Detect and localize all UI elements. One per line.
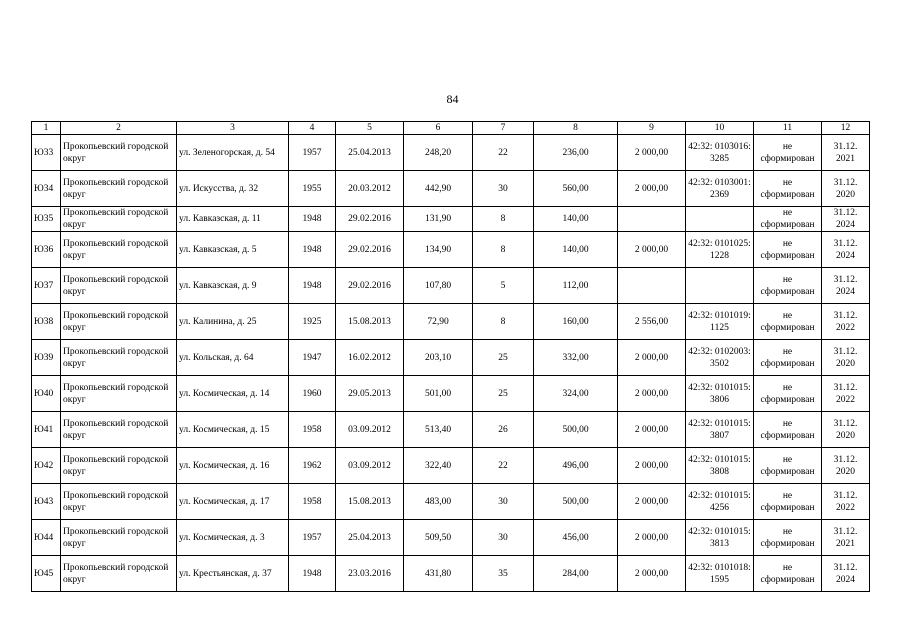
locality-cell: Прокопьевский городской округ bbox=[61, 135, 177, 171]
table-row bbox=[32, 484, 870, 520]
cadastral-cell: 42:32: 0103016: 3285 bbox=[686, 135, 754, 171]
deadline-cell: 31.12. 2020 bbox=[822, 171, 870, 207]
area-cell: 442,90 bbox=[404, 171, 473, 207]
cadastral-cell: 42:32: 0101015: 3813 bbox=[686, 520, 754, 556]
cost-cell: 2 000,00 bbox=[618, 376, 686, 412]
residents-cell: 25 bbox=[473, 340, 534, 376]
year-cell: 1955 bbox=[289, 171, 336, 207]
date-cell: 16.02.2012 bbox=[336, 340, 404, 376]
column-number: 2 bbox=[61, 122, 177, 135]
address-cell: ул. Космическая, д. 16 bbox=[177, 448, 289, 484]
year-cell: 1947 bbox=[289, 340, 336, 376]
cost-cell: 2 000,00 bbox=[618, 232, 686, 268]
area2-cell: 500,00 bbox=[534, 484, 618, 520]
deadline-cell: 31.12. 2024 bbox=[822, 207, 870, 232]
plot-status-cell: не сформирован bbox=[754, 412, 822, 448]
row-id-cell: Ю39 bbox=[32, 340, 61, 376]
plot-status-cell: не сформирован bbox=[754, 340, 822, 376]
area-cell: 509,50 bbox=[404, 520, 473, 556]
table-row bbox=[32, 268, 870, 304]
residents-cell: 25 bbox=[473, 376, 534, 412]
plot-status-cell: не сформирован bbox=[754, 556, 822, 592]
cadastral-cell: 42:32: 0101015: 4256 bbox=[686, 484, 754, 520]
area-cell: 107,80 bbox=[404, 268, 473, 304]
year-cell: 1948 bbox=[289, 556, 336, 592]
date-cell: 15.08.2013 bbox=[336, 304, 404, 340]
residents-cell: 8 bbox=[473, 232, 534, 268]
row-id-cell: Ю33 bbox=[32, 135, 61, 171]
locality-cell: Прокопьевский городской округ bbox=[61, 340, 177, 376]
table-row bbox=[32, 171, 870, 207]
area-cell: 513,40 bbox=[404, 412, 473, 448]
date-cell: 25.04.2013 bbox=[336, 520, 404, 556]
area2-cell: 284,00 bbox=[534, 556, 618, 592]
area2-cell: 332,00 bbox=[534, 340, 618, 376]
table-row bbox=[32, 376, 870, 412]
table-row bbox=[32, 520, 870, 556]
date-cell: 29.02.2016 bbox=[336, 207, 404, 232]
cadastral-cell: 42:32: 0101015: 3806 bbox=[686, 376, 754, 412]
area2-cell: 456,00 bbox=[534, 520, 618, 556]
year-cell: 1958 bbox=[289, 484, 336, 520]
locality-cell: Прокопьевский городской округ bbox=[61, 232, 177, 268]
area2-cell: 112,00 bbox=[534, 268, 618, 304]
column-number: 4 bbox=[289, 122, 336, 135]
cadastral-cell bbox=[686, 207, 754, 232]
column-number: 11 bbox=[754, 122, 822, 135]
row-id-cell: Ю43 bbox=[32, 484, 61, 520]
deadline-cell: 31.12. 2024 bbox=[822, 232, 870, 268]
area-cell: 483,00 bbox=[404, 484, 473, 520]
table-row bbox=[32, 448, 870, 484]
cost-cell: 2 000,00 bbox=[618, 412, 686, 448]
address-cell: ул. Кавказская, д. 9 bbox=[177, 268, 289, 304]
row-id-cell: Ю38 bbox=[32, 304, 61, 340]
plot-status-cell: не сформирован bbox=[754, 376, 822, 412]
address-cell: ул. Зеленогорская, д. 54 bbox=[177, 135, 289, 171]
year-cell: 1948 bbox=[289, 232, 336, 268]
residents-cell: 35 bbox=[473, 556, 534, 592]
column-number: 7 bbox=[473, 122, 534, 135]
year-cell: 1957 bbox=[289, 135, 336, 171]
column-number: 3 bbox=[177, 122, 289, 135]
area2-cell: 324,00 bbox=[534, 376, 618, 412]
column-number: 1 bbox=[32, 122, 61, 135]
area-cell: 131,90 bbox=[404, 207, 473, 232]
cadastral-cell: 42:32: 0101019: 1125 bbox=[686, 304, 754, 340]
year-cell: 1960 bbox=[289, 376, 336, 412]
year-cell: 1948 bbox=[289, 207, 336, 232]
area2-cell: 560,00 bbox=[534, 171, 618, 207]
address-cell: ул. Кавказская, д. 11 bbox=[177, 207, 289, 232]
table-row bbox=[32, 556, 870, 592]
area2-cell: 140,00 bbox=[534, 207, 618, 232]
date-cell: 15.08.2013 bbox=[336, 484, 404, 520]
table-row bbox=[32, 207, 870, 232]
housing-registry-table bbox=[31, 121, 870, 592]
deadline-cell: 31.12. 2021 bbox=[822, 520, 870, 556]
row-id-cell: Ю37 bbox=[32, 268, 61, 304]
residents-cell: 22 bbox=[473, 135, 534, 171]
year-cell: 1958 bbox=[289, 412, 336, 448]
row-id-cell: Ю40 bbox=[32, 376, 61, 412]
address-cell: ул. Космическая, д. 15 bbox=[177, 412, 289, 448]
deadline-cell: 31.12. 2024 bbox=[822, 268, 870, 304]
column-number-row bbox=[32, 122, 870, 135]
column-number: 10 bbox=[686, 122, 754, 135]
table-body bbox=[32, 122, 870, 592]
locality-cell: Прокопьевский городской округ bbox=[61, 520, 177, 556]
locality-cell: Прокопьевский городской округ bbox=[61, 556, 177, 592]
table-row bbox=[32, 232, 870, 268]
residents-cell: 30 bbox=[473, 171, 534, 207]
cost-cell: 2 000,00 bbox=[618, 171, 686, 207]
cadastral-cell: 42:32: 0103001: 2369 bbox=[686, 171, 754, 207]
cost-cell: 2 000,00 bbox=[618, 484, 686, 520]
cadastral-cell: 42:32: 0101015: 3807 bbox=[686, 412, 754, 448]
date-cell: 29.02.2016 bbox=[336, 268, 404, 304]
area2-cell: 160,00 bbox=[534, 304, 618, 340]
table-row bbox=[32, 412, 870, 448]
row-id-cell: Ю36 bbox=[32, 232, 61, 268]
year-cell: 1948 bbox=[289, 268, 336, 304]
date-cell: 23.03.2016 bbox=[336, 556, 404, 592]
residents-cell: 26 bbox=[473, 412, 534, 448]
plot-status-cell: не сформирован bbox=[754, 232, 822, 268]
deadline-cell: 31.12. 2022 bbox=[822, 376, 870, 412]
area-cell: 248,20 bbox=[404, 135, 473, 171]
column-number: 5 bbox=[336, 122, 404, 135]
row-id-cell: Ю45 bbox=[32, 556, 61, 592]
area2-cell: 236,00 bbox=[534, 135, 618, 171]
address-cell: ул. Космическая, д. 14 bbox=[177, 376, 289, 412]
cost-cell bbox=[618, 207, 686, 232]
deadline-cell: 31.12. 2021 bbox=[822, 135, 870, 171]
deadline-cell: 31.12. 2024 bbox=[822, 556, 870, 592]
locality-cell: Прокопьевский городской округ bbox=[61, 412, 177, 448]
deadline-cell: 31.12. 2022 bbox=[822, 304, 870, 340]
cost-cell: 2 000,00 bbox=[618, 556, 686, 592]
area2-cell: 500,00 bbox=[534, 412, 618, 448]
row-id-cell: Ю35 bbox=[32, 207, 61, 232]
column-number: 6 bbox=[404, 122, 473, 135]
plot-status-cell: не сформирован bbox=[754, 304, 822, 340]
address-cell: ул. Кавказская, д. 5 bbox=[177, 232, 289, 268]
plot-status-cell: не сформирован bbox=[754, 171, 822, 207]
year-cell: 1957 bbox=[289, 520, 336, 556]
address-cell: ул. Кольская, д. 64 bbox=[177, 340, 289, 376]
date-cell: 25.04.2013 bbox=[336, 135, 404, 171]
area-cell: 134,90 bbox=[404, 232, 473, 268]
row-id-cell: Ю41 bbox=[32, 412, 61, 448]
cadastral-cell: 42:32: 0101015: 3808 bbox=[686, 448, 754, 484]
table-row bbox=[32, 340, 870, 376]
deadline-cell: 31.12. 2020 bbox=[822, 340, 870, 376]
locality-cell: Прокопьевский городской округ bbox=[61, 304, 177, 340]
cost-cell: 2 556,00 bbox=[618, 304, 686, 340]
cost-cell bbox=[618, 268, 686, 304]
address-cell: ул. Калинина, д. 25 bbox=[177, 304, 289, 340]
residents-cell: 22 bbox=[473, 448, 534, 484]
deadline-cell: 31.12. 2022 bbox=[822, 484, 870, 520]
cost-cell: 2 000,00 bbox=[618, 135, 686, 171]
plot-status-cell: не сформирован bbox=[754, 135, 822, 171]
date-cell: 20.03.2012 bbox=[336, 171, 404, 207]
year-cell: 1925 bbox=[289, 304, 336, 340]
address-cell: ул. Космическая, д. 3 bbox=[177, 520, 289, 556]
cost-cell: 2 000,00 bbox=[618, 448, 686, 484]
area-cell: 501,00 bbox=[404, 376, 473, 412]
deadline-cell: 31.12. 2020 bbox=[822, 448, 870, 484]
area-cell: 431,80 bbox=[404, 556, 473, 592]
column-number: 9 bbox=[618, 122, 686, 135]
address-cell: ул. Искусства, д. 32 bbox=[177, 171, 289, 207]
plot-status-cell: не сформирован bbox=[754, 207, 822, 232]
residents-cell: 8 bbox=[473, 207, 534, 232]
cost-cell: 2 000,00 bbox=[618, 520, 686, 556]
residents-cell: 5 bbox=[473, 268, 534, 304]
table-row bbox=[32, 304, 870, 340]
column-number: 12 bbox=[822, 122, 870, 135]
plot-status-cell: не сформирован bbox=[754, 268, 822, 304]
date-cell: 03.09.2012 bbox=[336, 448, 404, 484]
area2-cell: 496,00 bbox=[534, 448, 618, 484]
cadastral-cell: 42:32: 0102003: 3502 bbox=[686, 340, 754, 376]
residents-cell: 30 bbox=[473, 484, 534, 520]
page-number: 84 bbox=[446, 92, 459, 106]
area-cell: 72,90 bbox=[404, 304, 473, 340]
year-cell: 1962 bbox=[289, 448, 336, 484]
residents-cell: 8 bbox=[473, 304, 534, 340]
cadastral-cell bbox=[686, 268, 754, 304]
residents-cell: 30 bbox=[473, 520, 534, 556]
locality-cell: Прокопьевский городской округ bbox=[61, 376, 177, 412]
cadastral-cell: 42:32: 0101025: 1228 bbox=[686, 232, 754, 268]
plot-status-cell: не сформирован bbox=[754, 448, 822, 484]
area-cell: 203,10 bbox=[404, 340, 473, 376]
plot-status-cell: не сформирован bbox=[754, 484, 822, 520]
cadastral-cell: 42:32: 0101018: 1595 bbox=[686, 556, 754, 592]
area2-cell: 140,00 bbox=[534, 232, 618, 268]
cost-cell: 2 000,00 bbox=[618, 340, 686, 376]
date-cell: 29.05.2013 bbox=[336, 376, 404, 412]
date-cell: 03.09.2012 bbox=[336, 412, 404, 448]
row-id-cell: Ю34 bbox=[32, 171, 61, 207]
address-cell: ул. Крестьянская, д. 37 bbox=[177, 556, 289, 592]
area-cell: 322,40 bbox=[404, 448, 473, 484]
locality-cell: Прокопьевский городской округ bbox=[61, 207, 177, 232]
plot-status-cell: не сформирован bbox=[754, 520, 822, 556]
row-id-cell: Ю42 bbox=[32, 448, 61, 484]
row-id-cell: Ю44 bbox=[32, 520, 61, 556]
address-cell: ул. Космическая, д. 17 bbox=[177, 484, 289, 520]
locality-cell: Прокопьевский городской округ bbox=[61, 484, 177, 520]
column-number: 8 bbox=[534, 122, 618, 135]
table-row bbox=[32, 135, 870, 171]
locality-cell: Прокопьевский городской округ bbox=[61, 171, 177, 207]
locality-cell: Прокопьевский городской округ bbox=[61, 448, 177, 484]
deadline-cell: 31.12. 2020 bbox=[822, 412, 870, 448]
locality-cell: Прокопьевский городской округ bbox=[61, 268, 177, 304]
date-cell: 29.02.2016 bbox=[336, 232, 404, 268]
